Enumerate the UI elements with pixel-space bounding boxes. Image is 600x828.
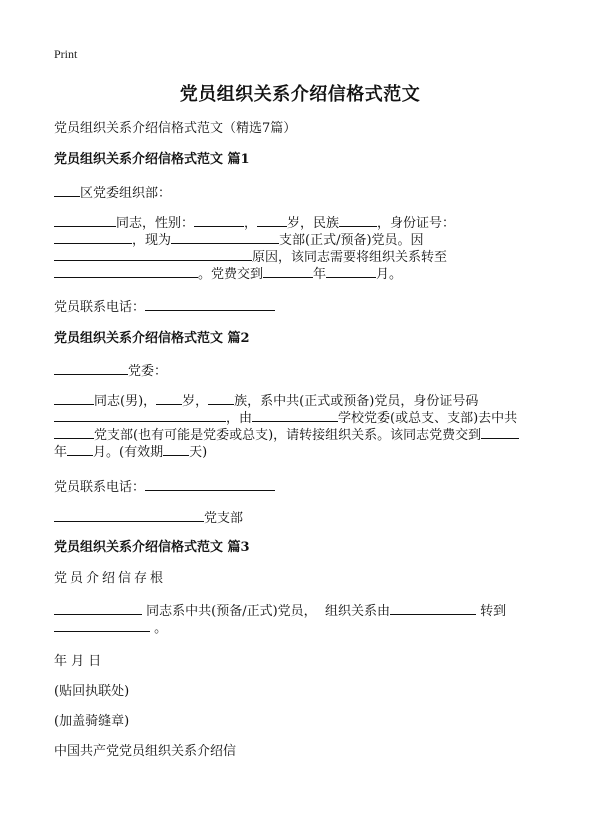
section1-paragraph: 同志，性别： ， 岁，民族 ，身份证号： ，现为 支部(正式/预备)党员。因 原因，该同志需要将组织关系转至 。党费交到 年 月。 bbox=[54, 213, 554, 281]
text-fragment: 同志系中共(预备/正式)党员， bbox=[146, 604, 317, 619]
text-fragment: 学校党委(或总支、支部)去中共 bbox=[338, 411, 518, 426]
text-fragment: 原因，该同志需要将组织关系转至 bbox=[252, 250, 448, 265]
section3-paragraph bbox=[54, 601, 554, 635]
text-fragment: 支部(正式/预备)党员。因 bbox=[279, 233, 424, 248]
blank-field bbox=[208, 391, 234, 405]
text-fragment: 月。(有效期 bbox=[93, 445, 164, 460]
text-fragment: 转到 bbox=[480, 604, 507, 619]
section1-salutation bbox=[54, 183, 554, 202]
blank-field bbox=[54, 391, 94, 405]
text-fragment: 岁， bbox=[182, 394, 209, 409]
text-fragment: 天) bbox=[189, 445, 208, 460]
text-fragment: 党支部(也有可能是党委或总支)，请转接组织关系。该同志党费交到 bbox=[94, 428, 482, 443]
blank-field bbox=[54, 361, 128, 375]
text-fragment: ，由 bbox=[226, 411, 253, 426]
text-fragment: 年 bbox=[54, 445, 68, 460]
text-fragment: 组织关系由 bbox=[324, 604, 390, 619]
blank-field bbox=[145, 477, 275, 491]
blank-field bbox=[326, 264, 376, 278]
blank-field bbox=[54, 183, 80, 197]
section3-heading: 党员组织关系介绍信格式范文 篇3 bbox=[54, 540, 250, 555]
date-line: 年 月 日 bbox=[54, 654, 102, 669]
blank-field bbox=[390, 601, 476, 615]
text-fragment: 同志(男)， bbox=[94, 394, 157, 409]
blank-field bbox=[54, 425, 94, 439]
blank-field bbox=[54, 230, 132, 244]
blank-field bbox=[145, 297, 275, 311]
print-label: Print bbox=[54, 47, 78, 61]
text-fragment: 族，系中共(正式或预备)党员，身份证号码 bbox=[234, 394, 479, 409]
blank-field bbox=[252, 408, 338, 422]
salutation-text: 党委： bbox=[128, 364, 168, 379]
salutation-text: 区党委组织部： bbox=[80, 186, 172, 201]
section2-paragraph bbox=[54, 391, 554, 459]
blank-field bbox=[54, 213, 116, 227]
blank-field bbox=[54, 601, 142, 615]
section2-salutation bbox=[54, 361, 554, 380]
footer-title: 中国共产党党员组织关系介绍信 bbox=[54, 744, 237, 759]
blank-field bbox=[54, 508, 204, 522]
text-fragment: 年 bbox=[313, 267, 327, 282]
blank-field bbox=[54, 408, 226, 422]
section2-branch bbox=[54, 508, 554, 527]
blank-field bbox=[339, 213, 377, 227]
text-fragment: 同志，性别： bbox=[116, 216, 195, 231]
text-fragment: 月。 bbox=[376, 267, 403, 282]
section1-phone bbox=[54, 297, 554, 316]
phone-label: 党员联系电话： bbox=[54, 300, 146, 315]
blank-field bbox=[171, 230, 279, 244]
subtitle: 党员组织关系介绍信格式范文（精选7篇） bbox=[54, 121, 297, 136]
blank-field bbox=[67, 442, 93, 456]
blank-field bbox=[481, 425, 519, 439]
blank-field bbox=[54, 247, 252, 261]
section2-phone bbox=[54, 477, 554, 496]
blank-field bbox=[156, 391, 182, 405]
page-title: 党员组织关系介绍信格式范文 bbox=[179, 84, 421, 105]
text-fragment: 。党费交到 bbox=[198, 267, 264, 282]
text-fragment: 岁，民族 bbox=[287, 216, 340, 231]
blank-field bbox=[163, 442, 189, 456]
text-fragment: 。 bbox=[154, 621, 168, 636]
text-fragment: ，现为 bbox=[132, 233, 172, 248]
stub-title: 党员介绍信存根 bbox=[54, 571, 167, 586]
section1-heading: 党员组织关系介绍信格式范文 篇1 bbox=[54, 152, 250, 167]
text-fragment: ，身份证号： bbox=[377, 216, 456, 231]
note-receipt: (贴回执联处) bbox=[54, 684, 130, 699]
blank-field bbox=[54, 618, 150, 632]
note-seal: (加盖骑缝章) bbox=[54, 714, 130, 729]
branch-label: 党支部 bbox=[204, 511, 244, 526]
blank-field bbox=[263, 264, 313, 278]
blank-field bbox=[257, 213, 287, 227]
phone-label: 党员联系电话： bbox=[54, 480, 146, 495]
blank-field bbox=[194, 213, 244, 227]
blank-field bbox=[54, 264, 198, 278]
section2-heading: 党员组织关系介绍信格式范文 篇2 bbox=[54, 331, 250, 346]
